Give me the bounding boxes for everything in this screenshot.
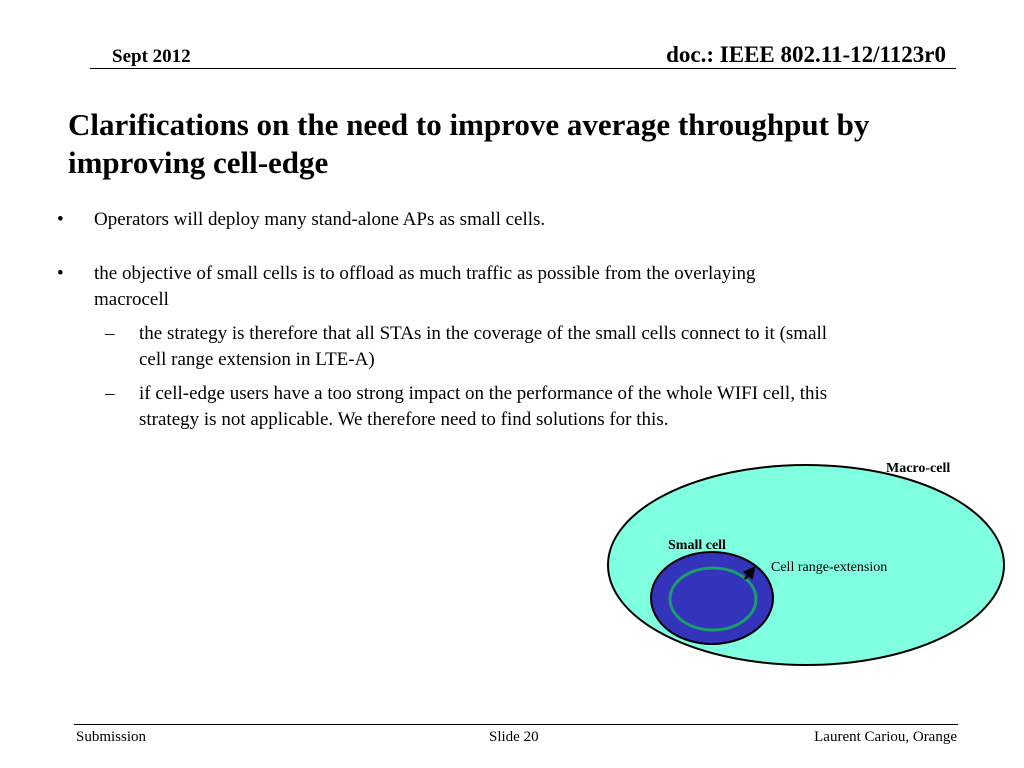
bullet-mark: • (57, 209, 64, 230)
bullet-text: the objective of small cells is to offload as much traffic as possible from the overlaying macrocell (94, 263, 756, 310)
header-doc-id: doc.: IEEE 802.11-12/1123r0 (666, 42, 946, 67)
footer-submission: Submission (76, 729, 147, 745)
sub-bullet-mark: – (105, 383, 115, 404)
range-extension-label: Cell range-extension (771, 560, 888, 575)
header-divider (90, 68, 956, 69)
sub-bullet-text: if cell-edge users have a too strong impact on the performance of the whole WIFI cell, this strategy is not applicable. We therefore need to find solutions for this. (139, 383, 828, 430)
sub-bullet-mark: – (105, 323, 115, 344)
sub-bullet-item (55, 381, 835, 433)
cell-diagram (600, 450, 1010, 675)
footer-slide-number: Slide 20 (489, 729, 539, 745)
sub-bullet-item (55, 321, 835, 373)
sub-bullet-text: the strategy is therefore that all STAs in the coverage of the small cells connect to it (small cell range extension in LTE-A) (139, 323, 828, 370)
macro-cell-label: Macro-cell (886, 461, 951, 476)
header-date: Sept 2012 (112, 46, 191, 67)
small-cell-label: Small cell (668, 538, 726, 553)
footer-divider (74, 724, 958, 725)
slide-title: Clarifications on the need to improve average throughput by improving cell-edge (68, 107, 870, 180)
bullet-text: Operators will deploy many stand-alone APs as small cells. (94, 209, 546, 230)
bullet-item (55, 261, 835, 313)
bullet-mark: • (57, 263, 64, 284)
footer-author: Laurent Cariou, Orange (814, 729, 957, 745)
bullet-item (55, 207, 835, 233)
slide-body (55, 207, 835, 433)
